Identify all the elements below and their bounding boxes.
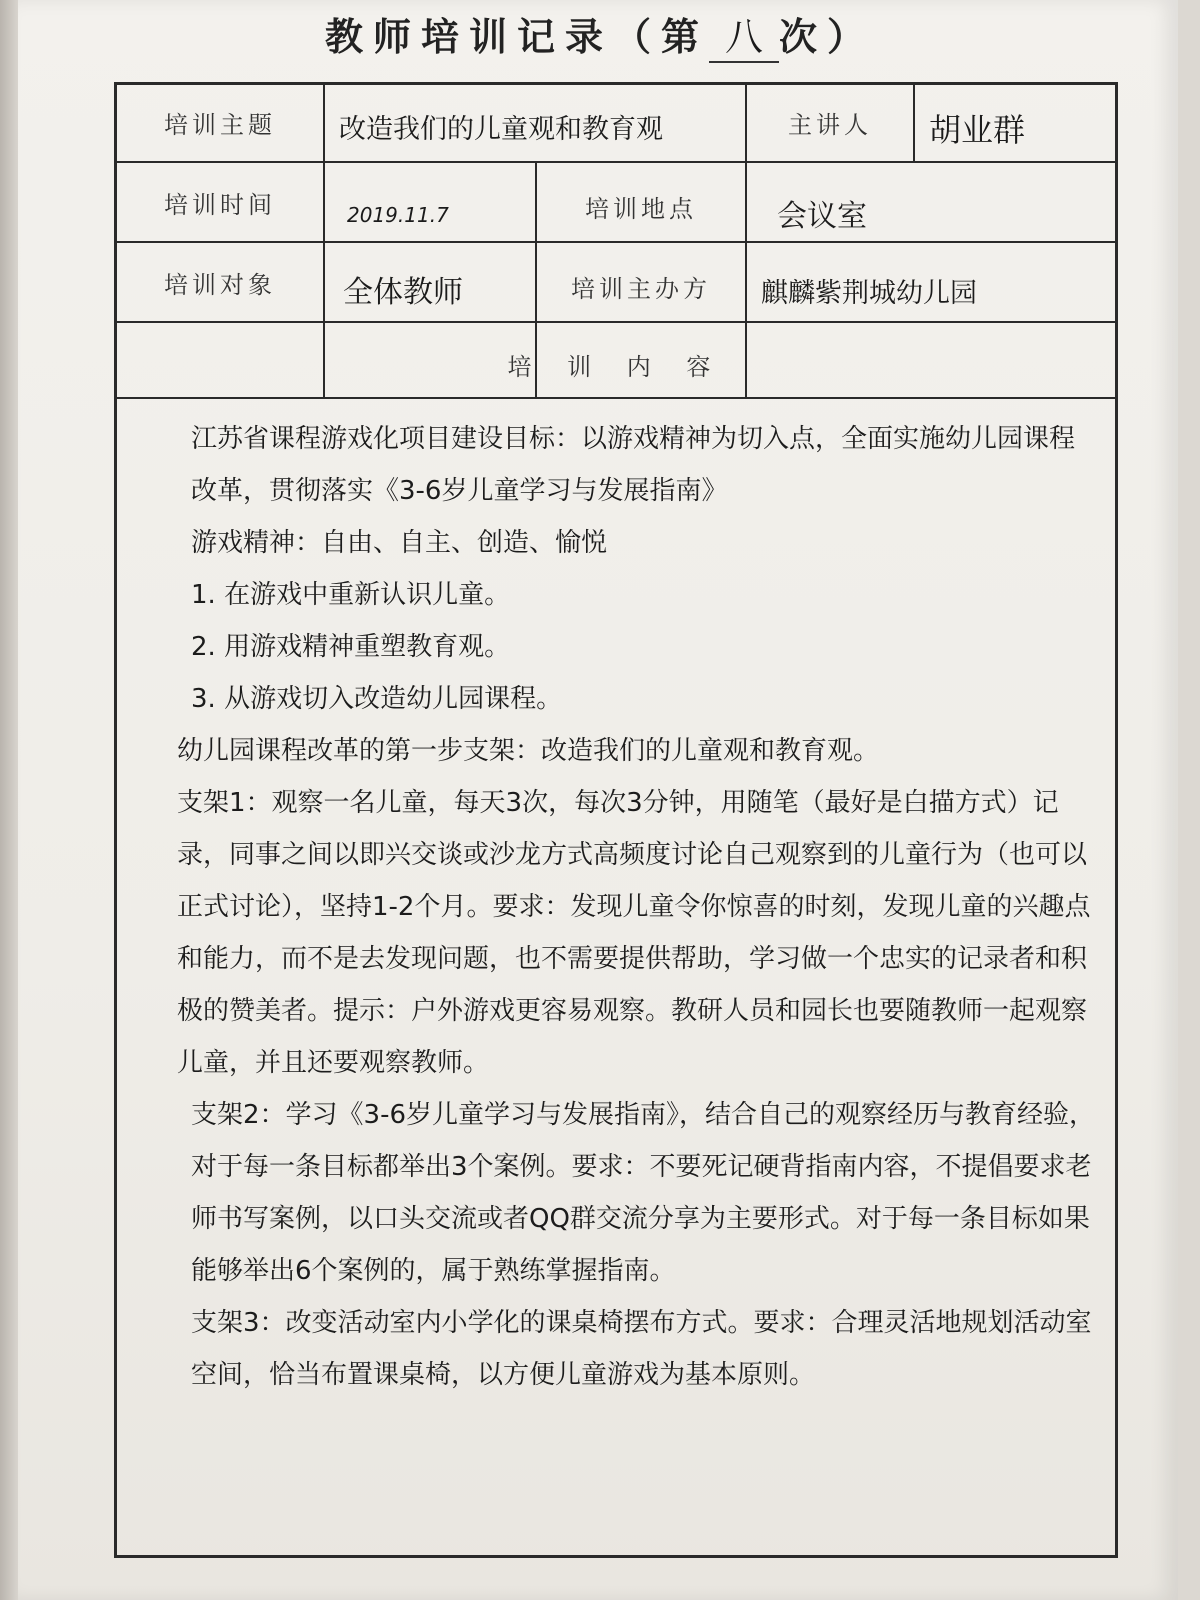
content-list-item: 3. 从游戏切入改造幼儿园课程。 <box>191 684 563 714</box>
session-number: 八 <box>709 6 779 63</box>
title-suffix: 次） <box>779 14 876 59</box>
audience-label: 培训对象 <box>164 271 276 299</box>
location-value: 会议室 <box>777 199 867 234</box>
time-value: 2019.11.7 <box>347 203 449 227</box>
content-paragraph-support-2: 支架2：学习《3-6岁儿童学习与发展指南》，结合自己的观察经历与教育经验，对于每一条目标都举出3个案例。要求：不要死记硬背指南内容，不提倡要求老师书写案例，以口头交流或者QQ群交流分享为主要形式。对于每一条目标如果能够举出6个案例的，属于熟练掌握指南。 <box>191 1100 1096 1286</box>
content-paragraph-first-step: 幼儿园课程改革的第一步支架：改造我们的儿童观和教育观。 <box>177 736 880 766</box>
organizer-value: 麒麟紫荆城幼儿园 <box>761 278 977 309</box>
notebook-spine <box>0 0 18 1600</box>
topic-label: 培训主题 <box>164 111 276 139</box>
location-label: 培训地点 <box>585 195 697 223</box>
row-divider <box>117 397 1115 399</box>
content-list-item: 1. 在游戏中重新认识儿童。 <box>191 580 511 610</box>
title-prefix: 教师培训记录（第 <box>324 14 709 59</box>
organizer-label: 培训主办方 <box>571 275 711 303</box>
page-title <box>0 6 1200 63</box>
row-divider <box>117 321 1115 323</box>
time-label: 培训时间 <box>164 191 276 219</box>
row-divider <box>117 161 1115 163</box>
row-divider <box>117 241 1115 243</box>
content-heading: 培 训 内 容 <box>507 353 725 381</box>
content-paragraph-support-1: 支架1：观察一名儿童，每天3次，每次3分钟，用随笔（最好是白描方式）记录，同事之间以即兴交谈或沙龙方式高频度讨论自己观察到的儿童行为（也可以正式讨论），坚持1-2个月。要求：发现儿童令你惊喜的时刻，发现儿童的兴趣点和能力，而不是去发现问题，也不需要提供帮助，学习做一个忠实的记录者和积极的赞美者。提示：户外游戏更容易观察。教研人员和园长也要随教师一起观察儿童，并且还要观察教师。 <box>177 788 1091 1078</box>
content-paragraph-support-3: 支架3：改变活动室内小学化的课桌椅摆布方式。要求：合理灵活地规划活动室空间，恰当布置课桌椅，以方便儿童游戏为基本原则。 <box>191 1308 1092 1390</box>
audience-value: 全体教师 <box>343 275 463 310</box>
speaker-label: 主讲人 <box>788 111 872 139</box>
column-divider <box>913 85 915 161</box>
training-record-table <box>114 82 1118 1558</box>
content-paragraph-goal: 江苏省课程游戏化项目建设目标：以游戏精神为切入点，全面实施幼儿园课程改革，贯彻落实《3-6岁儿童学习与发展指南》 <box>191 424 1076 506</box>
topic-value: 改造我们的儿童观和教育观 <box>339 114 663 145</box>
content-paragraph-spirit: 游戏精神：自由、自主、创造、愉悦 <box>191 528 608 558</box>
speaker-value: 胡业群 <box>929 111 1026 149</box>
training-content <box>137 413 1097 1401</box>
content-list-item: 2. 用游戏精神重塑教育观。 <box>191 632 511 662</box>
